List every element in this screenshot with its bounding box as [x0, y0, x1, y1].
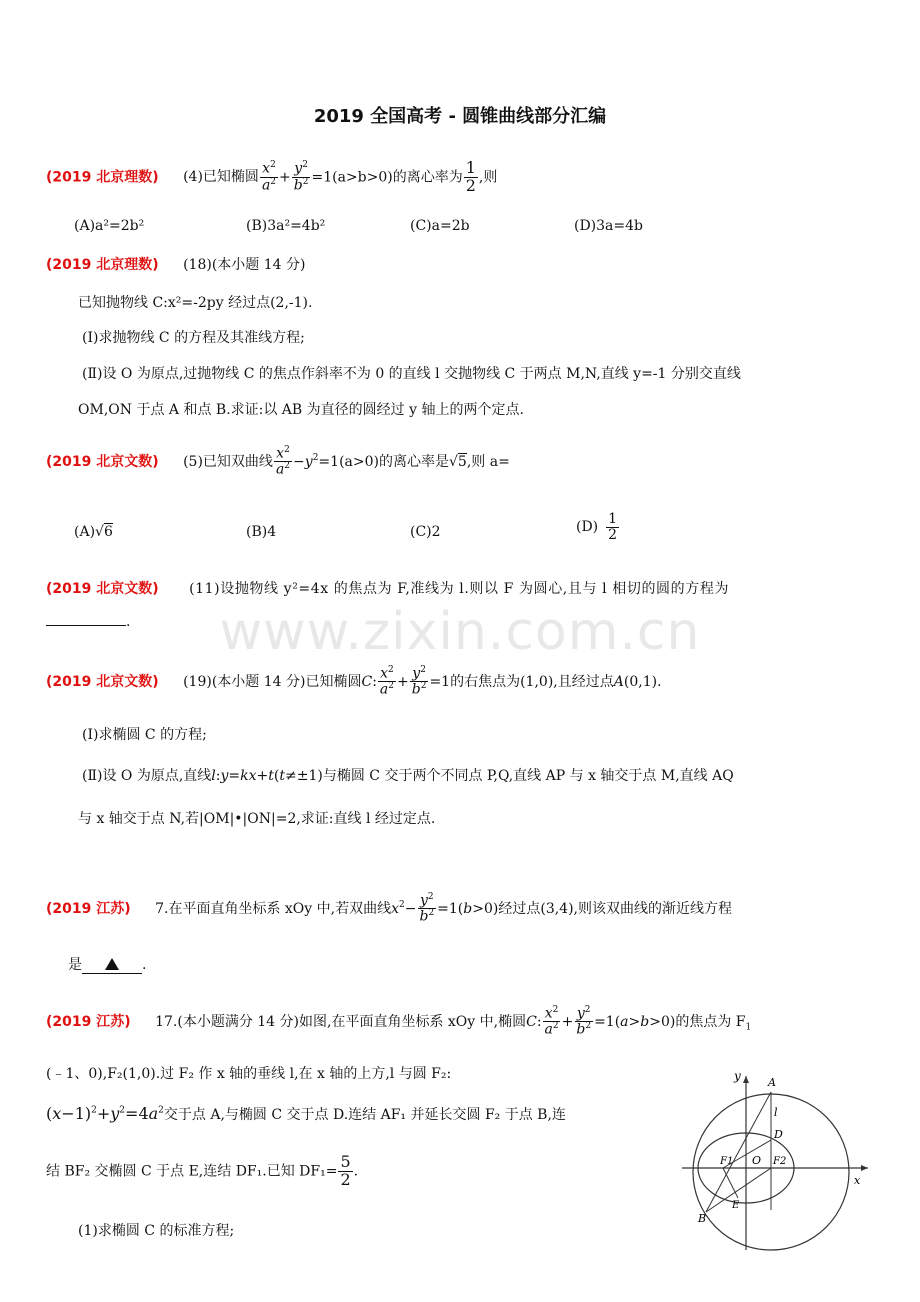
question-text: ,则	[478, 169, 498, 186]
ellipse-circle-figure	[676, 1062, 876, 1257]
source-tag: (2019 江苏)	[46, 1013, 131, 1030]
question-text: 与 x 轴交于点 N,若|OM|•|ON|=2,求证:直线 l 经过定点.	[78, 811, 436, 827]
question-text: (Ⅰ)求椭圆 C 的方程;	[82, 727, 207, 743]
question-text: 经过点(3,4),则该双曲线的渐近线方程	[498, 900, 732, 917]
question-text: (﹣1、0),F₂(1,0).过 F₂ 作 x 轴的垂线 l,在 x 轴的上方,l 与圆 F₂:	[46, 1066, 452, 1082]
formula: $\frac{x^2}{a^2}$	[275, 445, 291, 478]
formula: $\frac{x^2}{a^2}$	[261, 160, 277, 194]
question-text: 已知抛物线 C:x²=-2py 经过点(2,-1).	[78, 295, 313, 311]
question-text: (Ⅱ)设 O 为原点,过抛物线 C 的焦点作斜率不为 0 的直线 l 交抛物线 C 于两点 M,N,直线 y=-1 分别交直线	[82, 366, 741, 382]
watermark: www.zixin.com.cn	[219, 602, 701, 662]
question-text: 的右焦点为	[450, 673, 521, 690]
question-text: ,则 a=	[466, 453, 510, 470]
figure-label: y	[734, 1069, 741, 1083]
question-7-line3: $(x-1)^2+y^2=4a^2$交于点 A,与椭圆 C 交于点 D.连结 AF₁ 并延长交圆 F₂ 于点 B,连	[46, 1104, 566, 1123]
option-a: (A)√6	[74, 524, 113, 540]
question-text: (4)已知椭圆	[183, 169, 259, 186]
figure-label: F1	[720, 1156, 734, 1167]
source-tag: (2019 北京文数)	[46, 581, 159, 597]
question-text: OM,ON 于点 A 和点 B.求证:以 AB 为直径的圆经过 y 轴上的两个定点.	[78, 402, 524, 418]
figure-label: E	[732, 1200, 740, 1211]
figure-label: x	[854, 1174, 861, 1187]
figure-label: O	[752, 1154, 762, 1167]
question-text: (1)求椭圆 C 的标准方程;	[78, 1223, 235, 1239]
page-title: 2019 全国高考 - 圆锥曲线部分汇编	[313, 106, 607, 127]
question-6: (2019 江苏) 7.在平面直角坐标系 xOy 中,若双曲线$x^2-$ $\frac{y^2}{b^2}$ =1(b>0)经过点(3,4),则该双曲线的渐近线方程	[46, 892, 732, 925]
option-a: (A)a²=2b²	[74, 218, 145, 234]
figure-label: B	[698, 1212, 707, 1225]
question-5-part2: (Ⅱ)设 O 为原点,直线l:y=kx+t(t≠±1)与椭圆 C 交于两个不同点 P,Q,直线 AP 与 x 轴交于点 M,直线 AQ	[82, 768, 734, 784]
answer-blank: .	[46, 614, 130, 630]
figure-label: l	[774, 1106, 778, 1119]
question-text: (19)(本小题 14 分)已知椭圆	[183, 673, 362, 690]
question-3: (2019 北京文数) (5)已知双曲线 $\frac{x^2}{a^2}$ $-y^2=1(a>0)$的离心率是√5,则 a=	[46, 445, 510, 478]
question-text: (11)设抛物线 y²=4x 的焦点为 F,准线为 l.则以 F 为圆心,且与 l 相切的圆的方程为	[189, 581, 730, 597]
source-tag: (2019 北京文数)	[46, 453, 159, 470]
figure-label: F2	[773, 1156, 787, 1167]
sqrt5: √5	[448, 453, 467, 470]
source-tag: (2019 北京理数)	[46, 257, 159, 273]
figure-label: A	[768, 1076, 776, 1089]
question-text: ,且经过点	[553, 673, 614, 690]
question-text: (Ⅰ)求抛物线 C 的方程及其准线方程;	[82, 330, 305, 346]
question-7-line4: 结 BF₂ 交椭圆 C 于点 E,连结 DF₁.已知 DF₁= $\frac{5}{2}$ .	[46, 1152, 359, 1189]
question-2-head	[46, 254, 305, 274]
source-tag: (2019 北京文数)	[46, 673, 159, 690]
answer-blank: 是 .	[68, 957, 147, 973]
option-d: (D) $\frac{1}{2}$	[576, 511, 618, 543]
option-b: (B)4	[246, 524, 277, 540]
triangle-icon	[105, 958, 119, 970]
question-text: (5)已知双曲线	[183, 453, 273, 470]
option-b: (B)3a²=4b²	[246, 218, 326, 234]
question-5: (2019 北京文数) (19)(本小题 14 分)已知椭圆C: $\frac{x^2}{a^2}$ + $\frac{y^2}{b^2}$ =1的右焦点为(1,0),且经过点A(0,1).	[46, 665, 662, 698]
option-d: (D)3a=4b	[574, 218, 644, 234]
question-text: (a>b>0)的离心率为	[332, 169, 463, 186]
question-text: 7.在平面直角坐标系 xOy 中,若双曲线	[155, 900, 392, 917]
question-text: (a>0)的离心率是	[339, 453, 449, 470]
source-tag: (2019 北京理数)	[46, 169, 159, 186]
option-c: (C)2	[410, 524, 441, 540]
source-tag: (2019 江苏)	[46, 900, 131, 917]
question-7: (2019 江苏) 17.(本小题满分 14 分)如图,在平面直角坐标系 xOy 中,椭圆C: $\frac{x^2}{a^2}$ + $\frac{y^2}{b^2}$ =1(a>b>0)的焦点为 $F_1$	[46, 1005, 752, 1038]
question-text: 17.(本小题满分 14 分)如图,在平面直角坐标系 xOy 中,椭圆	[155, 1013, 527, 1030]
question-text: (18)(本小题 14 分)	[183, 257, 306, 273]
option-c: (C)a=2b	[410, 218, 470, 234]
question-4	[46, 578, 729, 598]
formula: $\frac{1}{2}$	[465, 158, 476, 195]
figure-label: D	[774, 1128, 783, 1141]
question-1: (2019 北京理数) (4)已知椭圆 $\frac{x^2}{a^2}$ + $\frac{y^2}{b^2}$ =1(a>b>0)的离心率为 $\frac{1}{2}$ ,则	[46, 158, 498, 195]
formula: $\frac{y^2}{b^2}$	[293, 160, 309, 194]
question-text: 的焦点为 F	[675, 1013, 746, 1030]
